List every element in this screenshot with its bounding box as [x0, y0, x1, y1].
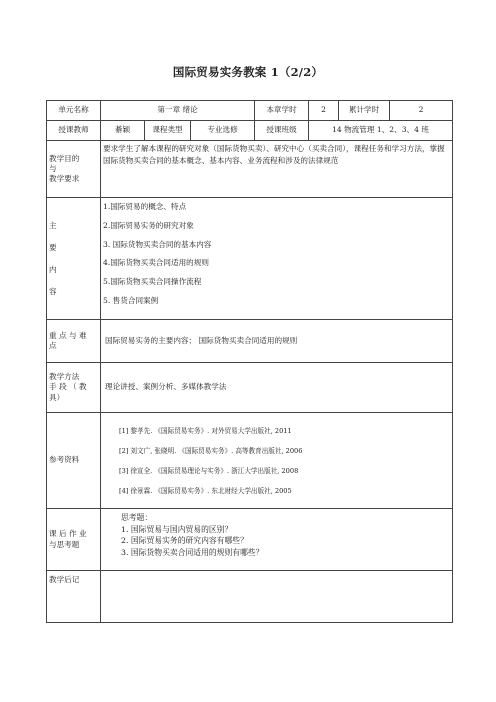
homework-row: [47, 509, 453, 571]
teacher-row: [47, 121, 453, 141]
postscript-text: [101, 571, 453, 623]
methods-label-line: 手 段 （ 教: [49, 382, 87, 392]
key-points-text: 国际贸易实务的主要内容； 国际货物买卖合同适用的规则: [101, 320, 453, 363]
cumulative-hours-value: 2: [390, 101, 453, 121]
methods-text: 理论讲授、案例分析、多媒体教学法: [101, 363, 453, 413]
homework-label: [47, 509, 101, 571]
homework-item: 2. 国际贸易实务的研究内容有哪些？: [121, 536, 248, 545]
methods-label: [47, 363, 101, 413]
homework-label-line: 与思考题: [49, 539, 80, 549]
objectives-label: [47, 141, 101, 198]
header-row: [47, 101, 453, 121]
list-item: 5. 售货合同案例: [103, 295, 159, 305]
content-label-char: 容: [49, 286, 57, 296]
list-item: 5.国际货物买卖合同操作流程: [103, 277, 202, 287]
homework-label-line: 课 后 作 业: [49, 529, 87, 539]
content-list: [101, 198, 453, 320]
objectives-label-line: 与: [49, 163, 57, 173]
list-item: 1.国际贸易的概念、特点: [103, 202, 187, 211]
class-label: 授课班级: [255, 121, 309, 141]
reference-item: [2] 刘文广, 张晓明. 《国际贸易实务》. 高等教育出版社, 2006: [119, 446, 303, 455]
methods-label-line: 教学方法: [49, 372, 80, 382]
references-label: 参考资料: [47, 413, 101, 509]
key-points-label: [47, 320, 101, 363]
course-type-label: 课程类型: [145, 121, 191, 141]
references-list: [101, 413, 453, 509]
content-row: [47, 198, 453, 320]
list-item: 4.国际货物买卖合同适用的规则: [103, 258, 209, 268]
reference-item: [4] 徐景霖. 《国际贸易实务》. 东北财经大学出版社, 2005: [119, 486, 292, 495]
content-label-char: 主: [49, 220, 57, 230]
course-type-value: 专业选修: [191, 121, 255, 141]
content-label-char: 内: [49, 264, 57, 274]
chapter-hours-label: 本章学时: [255, 101, 309, 121]
content-label: [47, 198, 101, 320]
key-points-label-line: 重 点 与 难: [49, 330, 87, 340]
postscript-row: [47, 571, 453, 623]
key-points-row: [47, 320, 453, 363]
objectives-text: 要求学生了解本课程的研究对象（国际货物买卖）、研究中心（买卖合同），课程任务和学习方法，掌握国际货物买卖合同的基本概念、基本内容、业务流程和涉及的法律规范: [101, 141, 453, 198]
homework-list: [101, 509, 453, 571]
postscript-label: 教学后记: [47, 571, 101, 623]
key-points-label-line: 点: [49, 341, 57, 350]
content-label-char: 要: [49, 242, 57, 252]
homework-item: 1. 国际贸易与国内贸易的区别？: [121, 524, 233, 534]
reference-item: [3] 徐宣全. 《国际贸易理论与实务》. 浙江大学出版社, 2008: [119, 466, 299, 475]
methods-label-line: 具）: [49, 392, 65, 402]
objectives-label-line: 教学要求: [49, 174, 80, 184]
reference-item: [1] 黎孝先. 《国际贸易实务》. 对外贸易大学出版社, 2011: [119, 426, 292, 435]
objectives-label-line: 教学目的: [49, 153, 80, 163]
list-item: 3. 国际货物买卖合同的基本内容: [103, 239, 212, 249]
teacher-value: 綦颖: [101, 121, 145, 141]
page-title: 国际贸易实务教案 1（2/2）: [172, 65, 324, 79]
list-item: 2.国际贸易实务的研究对象: [103, 220, 194, 230]
references-row: [47, 413, 453, 509]
cumulative-hours-label: 累计学时: [339, 101, 390, 121]
unit-label: 单元名称: [47, 101, 101, 121]
chapter-hours-value: 2: [309, 101, 339, 121]
class-value: 14 物流管理 1、2、3、4 班: [309, 121, 453, 141]
methods-row: [47, 363, 453, 413]
homework-heading: 思考题：: [121, 513, 153, 522]
objectives-row: [47, 141, 453, 198]
lesson-plan-table: [46, 100, 453, 623]
unit-value: 第一章 绪论: [101, 101, 255, 121]
teacher-label: 授课教师: [47, 121, 101, 141]
homework-item: 3. 国际货物买卖合同适用的规则有哪些？: [121, 547, 264, 557]
